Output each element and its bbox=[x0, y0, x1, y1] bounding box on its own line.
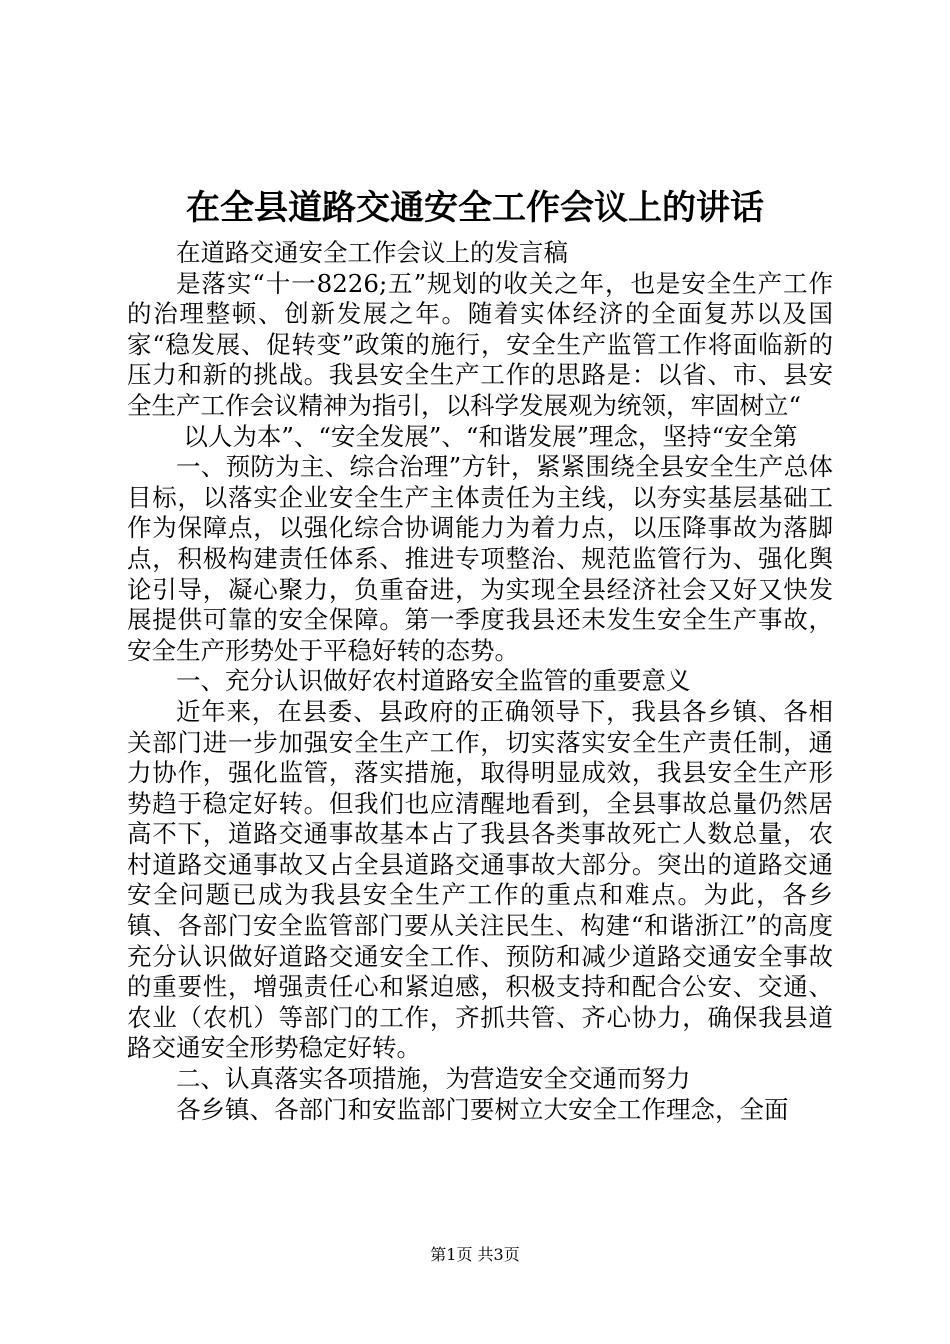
paragraph: 近年来，在县委、县政府的正确领导下，我县各乡镇、各相关部门进一步加强安全生产工作，切实落实安全生产责任制，通力协作，强化监管，落实措施，取得明显成效，我县安全生产形势趋于稳定好转。但我们也应清醒地看到，全县事故总量仍然居高不下，道路交通事故基本占了我县各类事故死亡人数总量，农村道路交通事故又占全县道路交通事故大部分。突出的道路交通安全问题已成为我县安全生产工作的重点和难点。为此，各乡镇、各部门安全监管部门要从关注民生、构建“和谐浙江”的高度充分认识做好道路交通安全工作、预防和减少道路交通安全事故的重要性，增强责任心和紧迫感，积极支持和配合公安、交通、农业（农机）等部门的工作，齐抓共管、齐心协力，确保我县道路交通安全形势稳定好转。 bbox=[127, 696, 833, 1063]
paragraph: 以人为本”、“安全发展”、“和谐发展”理念，坚持“安全第 bbox=[183, 421, 798, 451]
document-title: 在全县道路交通安全工作会议上的讲话 bbox=[186, 188, 764, 228]
document-body bbox=[127, 238, 833, 1125]
page-number-footer: 第1页 共3页 bbox=[430, 1245, 520, 1264]
paragraph-subtitle: 在道路交通安全工作会议上的发言稿 bbox=[176, 238, 568, 267]
section-heading: 二、认真落实各项措施，为营造安全交通而努力 bbox=[176, 1064, 691, 1094]
paragraph: 是落实“十一8226;五”规划的收关之年，也是安全生产工作的治理整顿、创新发展之年。随着实体经济的全面复苏以及国家“稳发展、促转变”政策的施行，安全生产监管工作将面临新的压力和新的挑战。我县安全生产工作的思路是：以省、市、县安全生产工作会议精神为指引，以科学发展观为统领，牢固树立“ bbox=[127, 268, 833, 420]
section-heading: 一、充分认识做好农村道路安全监管的重要意义 bbox=[176, 666, 691, 696]
paragraph: 各乡镇、各部门和安监部门要树立大安全工作理念，全面 bbox=[176, 1094, 789, 1124]
paragraph: 一、预防为主、综合治理”方针，紧紧围绕全县安全生产总体目标，以落实企业安全生产主体责任为主线，以夯实基层基础工作为保障点，以强化综合协调能力为着力点，以压降事故为落脚点，积极构建责任体系、推进专项整治、规范监管行为、强化舆论引导，凝心聚力，负重奋进，为实现全县经济社会又好又快发展提供可靠的安全保障。第一季度我县还未发生安全生产事故，安全生产形势处于平稳好转的态势。 bbox=[127, 452, 833, 665]
